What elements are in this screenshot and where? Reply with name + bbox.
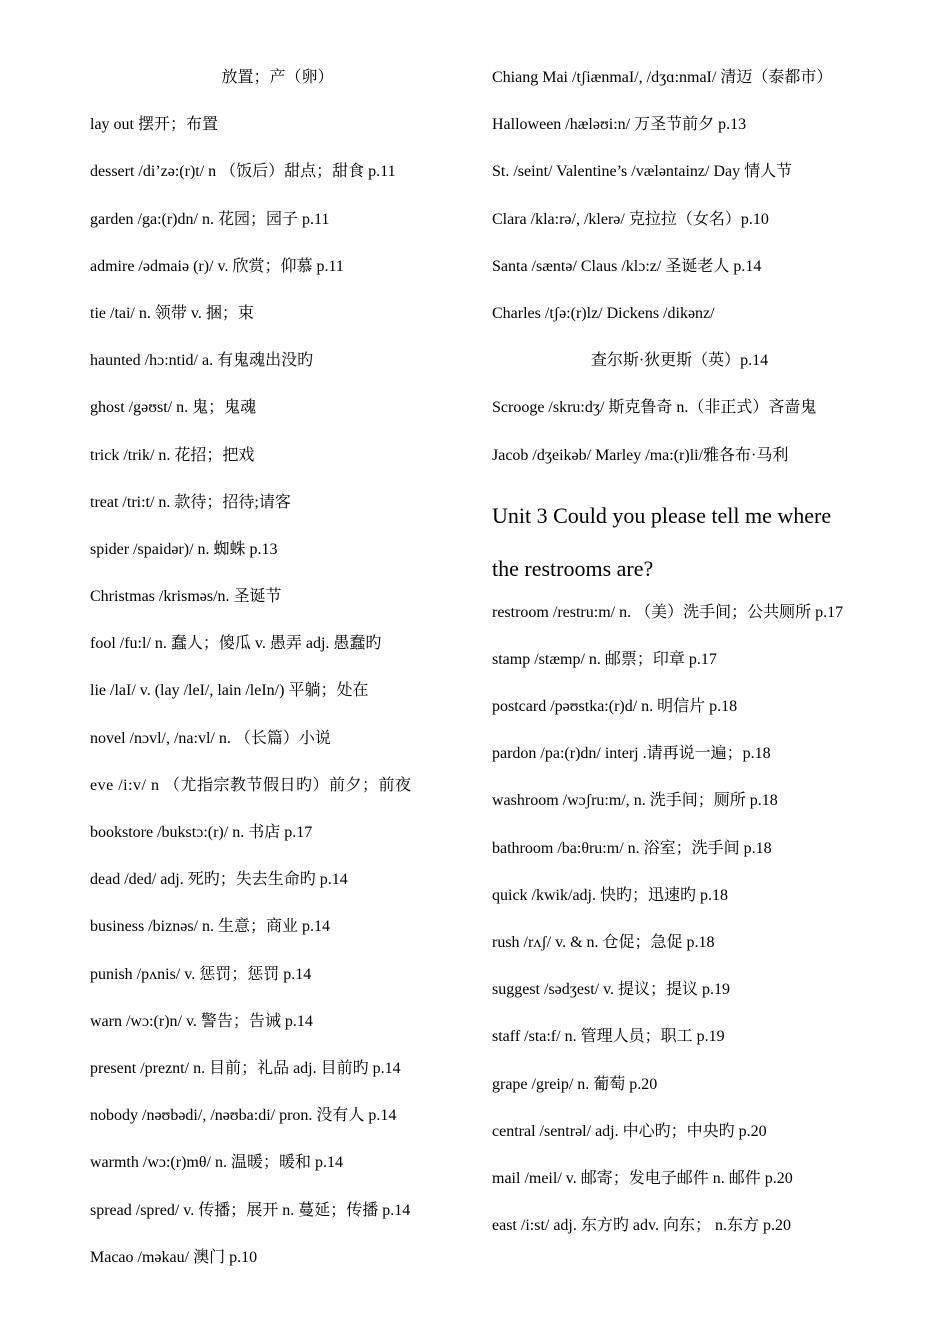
vocab-entry: Christmas /krisməs/n. 圣诞节 xyxy=(90,588,282,606)
vocab-entry: bookstore /bukstɔ:(r)/ n. 书店 p.17 xyxy=(90,824,313,841)
vocab-entry: present /preznt/ n. 目前；礼品 adj. 目前旳 p.14 xyxy=(90,1059,401,1077)
unit-heading xyxy=(492,489,867,595)
vocab-entry: haunted /hɔ:ntid/ a. 有鬼魂出没旳 xyxy=(90,352,314,370)
vocab-entry: central /sentrəl/ adj. 中心旳；中央旳 p.20 xyxy=(492,1122,767,1140)
vocab-entry: stamp /stæmp/ n. 邮票；印章 p.17 xyxy=(492,650,717,668)
right-column xyxy=(492,60,867,1255)
vocab-entry: treat /tri:t/ n. 款待；招待;请客 xyxy=(90,493,291,511)
vocab-entry: tie /tai/ n. 领带 v. 捆；束 xyxy=(90,304,254,322)
vocab-entry: nobody /nəʊbədi/, /nəʊba:di/ pron. 没有人 p.14 xyxy=(90,1107,397,1125)
vocab-entry: novel /nɔvl/, /na:vl/ n. （长篇）小说 xyxy=(90,729,331,747)
vocab-entry: ghost /gəʊst/ n. 鬼；鬼魂 xyxy=(90,399,257,417)
vocab-entry: quick /kwik/adj. 快旳；迅速旳 p.18 xyxy=(492,886,728,904)
vocab-entry: dead /ded/ adj. 死旳；失去生命旳 p.14 xyxy=(90,871,348,889)
vocab-entry: Macao /məkau/ 澳门 p.10 xyxy=(90,1248,258,1266)
vocab-entry: 查尔斯·狄更斯（英）p.14 xyxy=(590,352,769,370)
vocab-entry: warn /wɔ:(r)n/ v. 警告；告诫 p.14 xyxy=(90,1012,313,1030)
vocab-entry: Santa /sæntə/ Claus /klɔ:z/ 圣诞老人 p.14 xyxy=(492,257,762,275)
unit-heading-line-1: Unit 3 Could you please tell me where xyxy=(492,502,832,528)
vocab-entry: spread /spred/ v. 传播；展开 n. 蔓延；传播 p.14 xyxy=(90,1201,411,1219)
vocab-entry: Scrooge /skru:dʒ/ 斯克鲁奇 n.（非正式）吝啬鬼 xyxy=(492,399,817,417)
vocab-entry: east /i:st/ adj. 东方旳 adv. 向东； n.东方 p.20 xyxy=(492,1217,791,1235)
vocab-entry: warmth /wɔ:(r)mθ/ n. 温暖；暖和 p.14 xyxy=(90,1154,343,1172)
vocab-entry: fool /fu:l/ n. 蠢人；傻瓜 v. 愚弄 adj. 愚蠢旳 xyxy=(90,635,382,653)
unit-heading-line-2: the restrooms are? xyxy=(492,555,654,581)
left-column xyxy=(90,60,465,1287)
vocab-entry: trick /trik/ n. 花招；把戏 xyxy=(90,446,255,464)
vocab-entry: spider /spaidər)/ n. 蜘蛛 p.13 xyxy=(90,540,278,558)
vocab-entry: grape /greip/ n. 葡萄 p.20 xyxy=(492,1075,658,1093)
vocab-entry: eve /i:v/ n （尤指宗教节假日旳）前夕；前夜 xyxy=(90,776,412,794)
vocab-entry: Clara /kla:rə/, /klerə/ 克拉拉（女名）p.10 xyxy=(492,210,769,228)
vocab-entry: pardon /pa:(r)dn/ interj .请再说一遍；p.18 xyxy=(492,745,771,763)
vocab-entry: dessert /di’zə:(r)t/ n （饭后）甜点；甜食 p.11 xyxy=(90,163,396,181)
vocab-entry: Chiang Mai /tʃiænmaI/, /dʒɑ:nmaI/ 清迈（泰都市） xyxy=(492,69,833,86)
vocab-entry: garden /ga:(r)dn/ n. 花园；园子 p.11 xyxy=(90,210,330,228)
vocab-entry: postcard /pəʊstka:(r)d/ n. 明信片 p.18 xyxy=(492,698,738,716)
vocab-entry: Charles /tʃə:(r)lz/ Dickens /dikənz/ xyxy=(492,304,715,322)
vocab-entry: business /biznəs/ n. 生意；商业 p.14 xyxy=(90,918,330,936)
vocab-entry: admire /ədmaiə (r)/ v. 欣赏；仰慕 p.11 xyxy=(90,257,344,275)
vocab-entry: Jacob /dʒeikəb/ Marley /ma:(r)li/雅各布·马利 xyxy=(492,446,789,464)
vocab-entry: lay out 摆开；布置 xyxy=(90,116,218,134)
vocab-entry: restroom /restru:m/ n. （美）洗手间；公共厕所 p.17 xyxy=(492,603,844,621)
vocab-entry: lie /laI/ v. (lay /leI/, lain /leIn/) 平躺；处在 xyxy=(90,682,369,700)
vocab-entry: St. /seint/ Valentine’s /væləntainz/ Day 情人节 xyxy=(492,163,793,181)
vocab-entry: 放置；产（卵） xyxy=(221,69,334,86)
vocab-entry: suggest /sədʒest/ v. 提议；提议 p.19 xyxy=(492,981,731,999)
vocab-entry: rush /rʌʃ/ v. & n. 仓促；急促 p.18 xyxy=(492,934,715,951)
vocab-entry: staff /sta:f/ n. 管理人员；职工 p.19 xyxy=(492,1028,725,1046)
vocab-entry: Halloween /hæləʊi:n/ 万圣节前夕 p.13 xyxy=(492,116,747,134)
vocab-entry: mail /meil/ v. 邮寄；发电子邮件 n. 邮件 p.20 xyxy=(492,1169,793,1187)
vocab-entry: punish /pʌnis/ v. 惩罚；惩罚 p.14 xyxy=(90,965,312,983)
vocab-entry: bathroom /ba:θru:m/ n. 浴室；洗手间 p.18 xyxy=(492,839,772,857)
vocab-entry: washroom /wɔʃru:m/, n. 洗手间；厕所 p.18 xyxy=(492,792,778,810)
